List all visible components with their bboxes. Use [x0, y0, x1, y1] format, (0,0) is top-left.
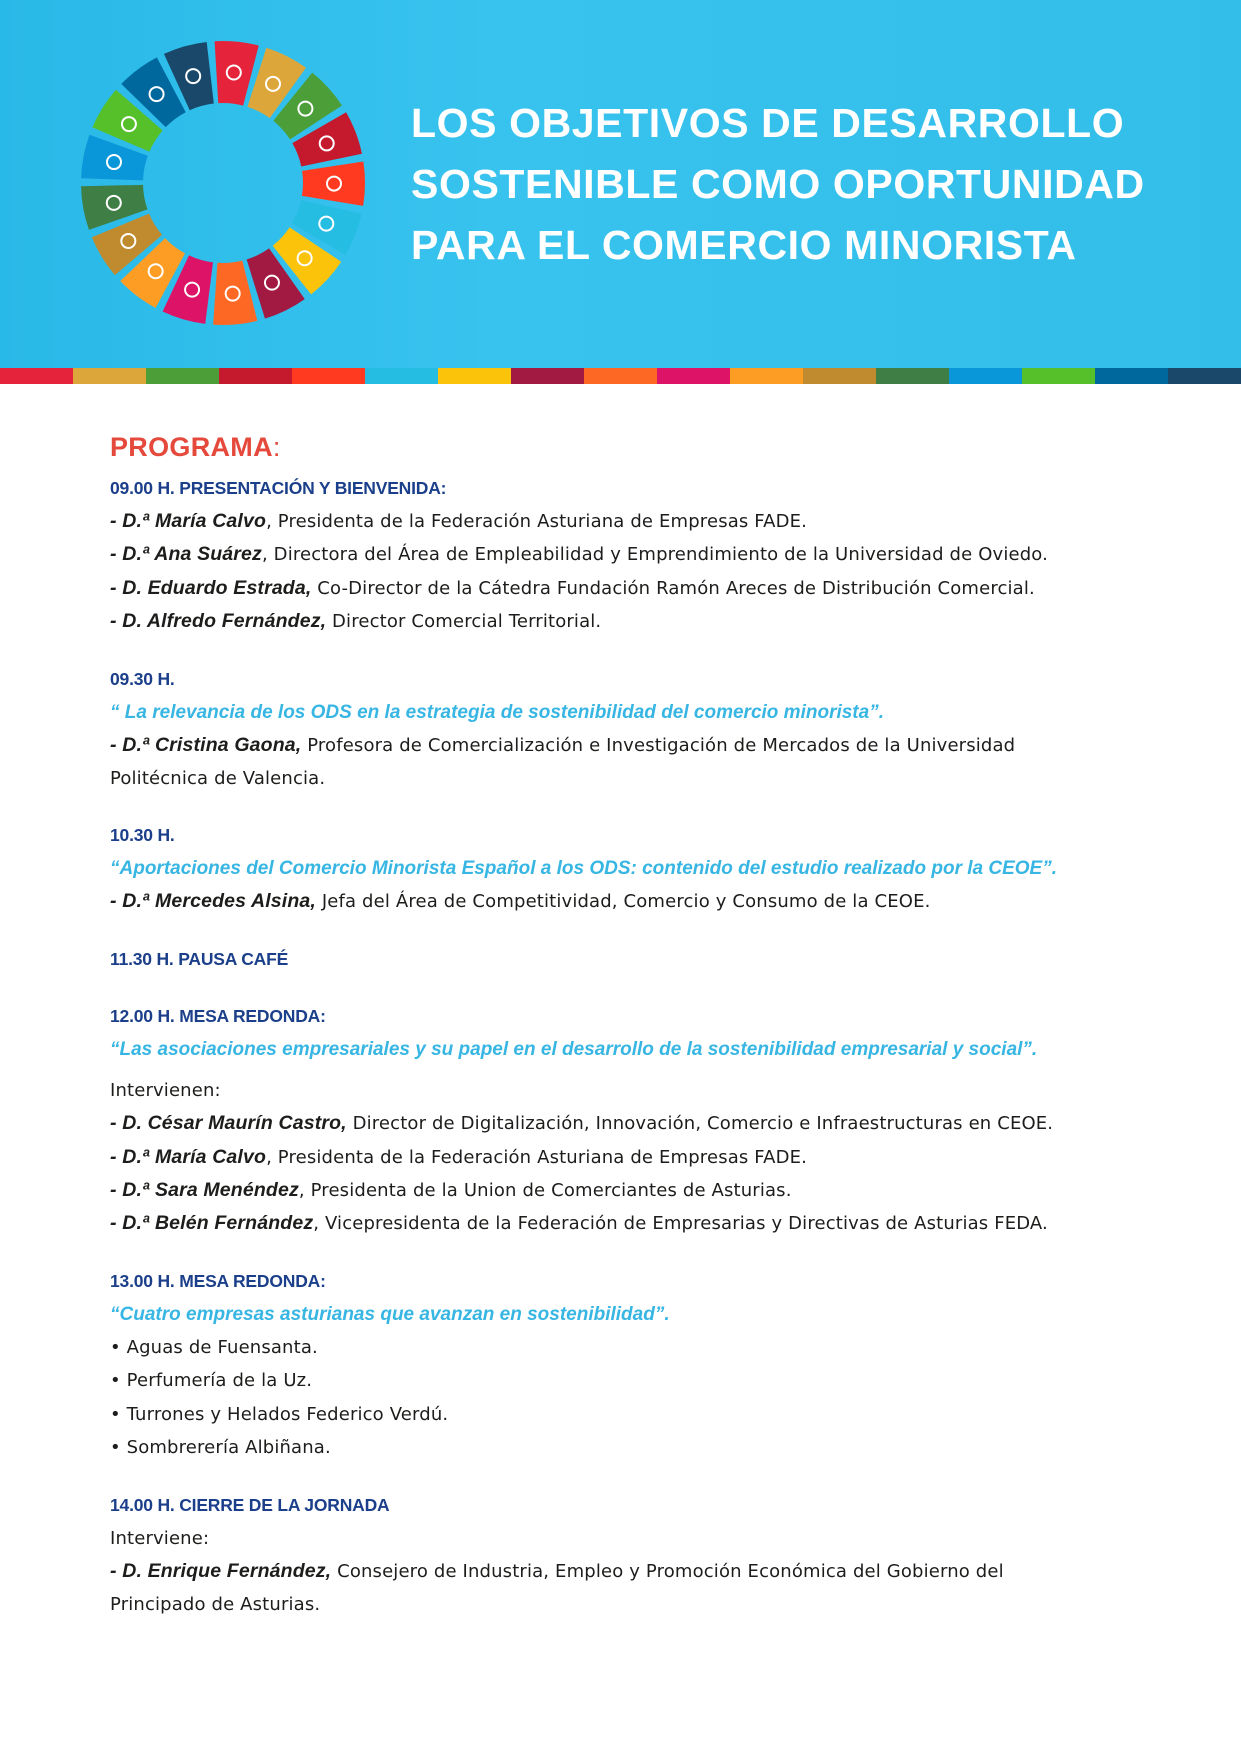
stripe-segment [657, 368, 730, 384]
stripe-segment [949, 368, 1022, 384]
participants-intro: Intervienen: [110, 1079, 221, 1101]
stripe-segment [1168, 368, 1241, 384]
stripe-segment [438, 368, 511, 384]
stripe-segment [1095, 368, 1168, 384]
session-topic: “ La relevancia de los ODS en la estrategia de sostenibilidad del comercio minorista”. [110, 701, 884, 723]
speaker-line: - D.ª Sara Menéndez, Presidenta de la Union de Comerciantes de Asturias. [110, 1179, 792, 1202]
session-time-heading: 13.00 H. MESA REDONDA: [110, 1270, 326, 1291]
sdg-wheel-logo [78, 38, 368, 328]
session-closing [110, 1489, 1160, 1622]
company-item: • Turrones y Helados Federico Verdú. [110, 1403, 449, 1425]
program-heading: PROGRAMA: [110, 432, 281, 462]
speaker-line-cont: Politécnica de Valencia. [110, 768, 326, 790]
session-coffee-break [110, 943, 1160, 976]
title-line-2: SOSTENIBLE COMO OPORTUNIDAD [411, 161, 1145, 207]
stripe-segment [73, 368, 146, 384]
session-welcome [110, 472, 1160, 639]
stripe-segment [730, 368, 803, 384]
session-1030 [110, 819, 1160, 918]
participants-intro: Interviene: [110, 1527, 210, 1549]
stripe-segment [1022, 368, 1095, 384]
speaker-line: - D.ª Ana Suárez, Directora del Área de Empleabilidad y Emprendimiento de la Universidad de Oviedo. [110, 543, 1049, 566]
speaker-line: - D. Eduardo Estrada, Co-Director de la Cátedra Fundación Ramón Areces de Distribución Comercial. [110, 576, 1035, 599]
company-item: • Aguas de Fuensanta. [110, 1336, 318, 1358]
speaker-line: - D.ª María Calvo, Presidenta de la Federación Asturiana de Empresas FADE. [110, 510, 808, 532]
speaker-line: - D. Enrique Fernández, Consejero de Industria, Empleo y Promoción Económica del Gobierno del [110, 1559, 1004, 1582]
session-0930 [110, 663, 1160, 796]
session-topic: “Cuatro empresas asturianas que avanzan en sostenibilidad”. [110, 1303, 670, 1325]
speaker-line-cont: Principado de Asturias. [110, 1594, 321, 1616]
sdg-segment [302, 162, 365, 206]
speaker-line: - D. Alfredo Fernández, Director Comercial Territorial. [110, 610, 602, 633]
session-time-heading: 09.30 H. [110, 668, 175, 689]
session-time-heading: 14.00 H. CIERRE DE LA JORNADA [110, 1494, 390, 1515]
title-line-1: LOS OBJETIVOS DE DESARROLLO [411, 100, 1125, 146]
stripe-segment [803, 368, 876, 384]
speaker-line: - D.ª Cristina Gaona, Profesora de Comercialización e Investigación de Mercados de la Universidad [110, 733, 1016, 756]
title-line-3: PARA EL COMERCIO MINORISTA [411, 222, 1077, 268]
session-topic: “Las asociaciones empresariales y su papel en el desarrollo de la sostenibilidad empresarial y social”. [110, 1038, 1038, 1060]
session-time-heading: 09.00 H. PRESENTACIÓN Y BIENVENIDA: [110, 478, 447, 498]
session-time-heading: 11.30 H. PAUSA CAFÉ [110, 948, 289, 969]
event-title [411, 93, 1211, 276]
stripe-segment [584, 368, 657, 384]
program-content [110, 432, 1160, 1646]
stripe-segment [219, 368, 292, 384]
session-time-heading: 12.00 H. MESA REDONDA: [110, 1005, 326, 1026]
session-topic: “Aportaciones del Comercio Minorista Español a los ODS: contenido del estudio realizado por la CEOE”. [110, 858, 1057, 880]
header-banner [0, 0, 1241, 368]
stripe-segment [0, 368, 73, 384]
speaker-line: - D.ª Belén Fernández, Vicepresidenta de la Federación de Empresarias y Directivas de Asturias FEDA. [110, 1212, 1048, 1235]
company-item: • Sombrerería Albiñana. [110, 1437, 331, 1459]
sdg-color-stripe [0, 368, 1241, 384]
stripe-segment [876, 368, 949, 384]
session-roundtable-1 [110, 1000, 1160, 1241]
speaker-line: - D. César Maurín Castro, Director de Digitalización, Innovación, Comercio e Infraestructuras en CEOE. [110, 1112, 1054, 1135]
stripe-segment [511, 368, 584, 384]
session-time-heading: 10.30 H. [110, 825, 175, 846]
stripe-segment [146, 368, 219, 384]
company-item: • Perfumería de la Uz. [110, 1370, 313, 1392]
speaker-line: - D.ª Mercedes Alsina, Jefa del Área de Competitividad, Comercio y Consumo de la CEOE. [110, 890, 931, 913]
session-roundtable-2 [110, 1265, 1160, 1465]
speaker-line: - D.ª María Calvo, Presidenta de la Federación Asturiana de Empresas FADE. [110, 1145, 808, 1168]
stripe-segment [365, 368, 438, 384]
stripe-segment [292, 368, 365, 384]
